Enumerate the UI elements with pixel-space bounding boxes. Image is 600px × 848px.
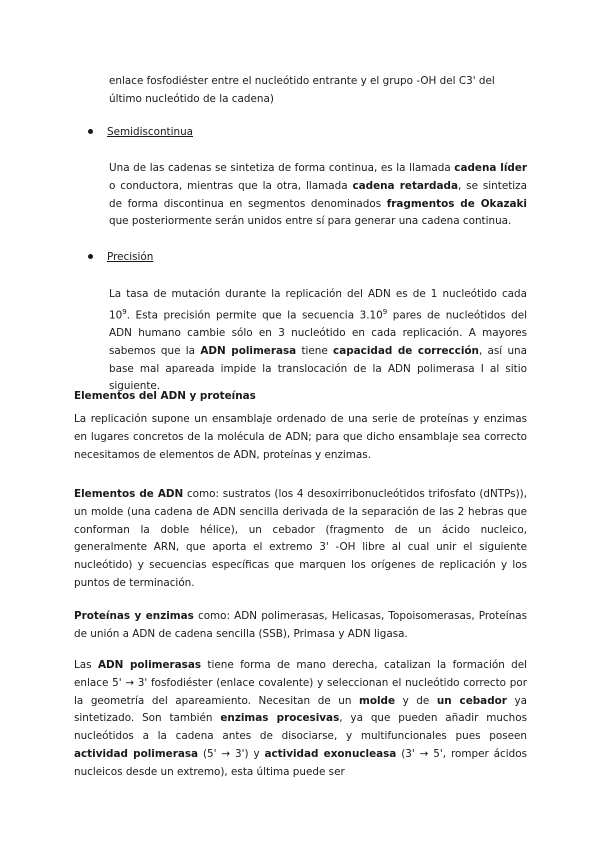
text-run: La tasa de mutación durante la replicación del ADN es de 1 nucleótido cada 10 — [109, 288, 527, 322]
bold-term: capacidad de corrección — [333, 344, 479, 357]
bullet-semidiscontinua — [88, 126, 193, 138]
proteinas-paragraph — [74, 608, 527, 644]
bullet-label: Semidiscontinua — [107, 126, 194, 138]
superscript: 9 — [382, 307, 388, 316]
bullet-label: Precisión — [107, 251, 154, 263]
text-run: tiene forma de mano derecha, catalizan la formación del enlace 5' → 3' fosfodiéster (enlace covalente) y seleccionan el nucleótido correcto por la geometría del apareamiento. Necesitan de un — [74, 659, 528, 707]
text-run: pares de nucleótidos del ADN humano cambie sólo en 3 nucleótido en cada replicación. A mayores sabemos que la — [109, 309, 527, 357]
text-run: Una de las cadenas se sintetiza de forma continua, es la llamada — [109, 162, 455, 174]
bold-term: actividad polimerasa — [74, 747, 199, 760]
text-run: (3' → 5', romper ácidos nucleicos desde un extremo), esta última puede ser — [74, 747, 527, 778]
section-heading: Elementos del ADN y proteínas — [74, 390, 256, 402]
bold-term: cadena líder — [454, 162, 527, 174]
text-run: , se sintetiza de forma discontinua en segmentos denominados — [109, 179, 527, 210]
text-run: Las — [74, 659, 98, 671]
text-run: que posteriormente serán unidos entre sí para generar una cadena continua. — [109, 215, 512, 228]
elementos-adn-paragraph — [74, 486, 527, 593]
intro-paragraph — [109, 73, 527, 109]
text-run: como: ADN polimerasas, Helicasas, Topoisomerasas, Proteínas de unión a ADN de cadena sencilla (SSB), Primasa y ADN ligasa. — [74, 610, 527, 640]
text-run: y de — [395, 694, 437, 707]
semidiscontinua-paragraph — [109, 160, 527, 231]
bold-term: fragmentos de Okazaki — [386, 197, 527, 210]
superscript: 9 — [122, 307, 127, 316]
bold-term: actividad exonucleasa — [264, 747, 397, 760]
bold-term: un cebador — [436, 694, 507, 707]
text-run: , ya que pueden añadir muchos nucleótidos a la cadena antes de disociarse, y multifuncionales pues poseen — [74, 712, 527, 743]
bullet-dot-icon — [88, 129, 93, 134]
text-run: (5' → 3') y — [198, 747, 265, 760]
bold-term: molde — [359, 694, 396, 707]
precision-paragraph — [109, 286, 527, 396]
elementos-paragraph: La replicación supone un ensamblaje ordenado de una serie de proteínas y enzimas en lugares concretos de la molécula de ADN; para que dicho ensamblaje sea correcto necesitamos de elementos de ADN, proteínas y enzimas. — [74, 413, 527, 461]
bold-term: Proteínas y enzimas — [74, 610, 194, 622]
bold-term: ADN polimerasas — [97, 659, 202, 671]
intro-line-1: enlace fosfodiéster entre el nucleótido entrante y el grupo -OH del C3' del — [109, 75, 495, 87]
polimerasas-paragraph — [74, 657, 527, 782]
bullet-precision — [88, 251, 153, 263]
bold-term: enzimas procesivas — [220, 712, 340, 725]
bold-term: Elementos de ADN — [74, 488, 184, 500]
text-run: . Esta precisión permite que la secuencia 3.10 — [126, 309, 383, 322]
text-run: , así una base mal apareada impide la translocación de la ADN polimerasa I al sitio siguiente. — [109, 344, 528, 393]
text-run: o conductora, mientras que la otra, llamada — [109, 179, 353, 192]
text-run: tiene — [296, 344, 334, 357]
text-run: ya sintetizado. Son también — [74, 694, 527, 725]
intro-line-2: último nucleótido de la cadena) — [109, 92, 274, 105]
text-run: como: sustratos (los 4 desoxirribonucleótidos trifosfato (dNTPs)), un molde (una cadena de ADN sencilla derivada de la separación de las 2 hebras que conforman la doble hélice), un cebador (fragmento de un ácido nucleico, generalmente ARN, que aporta el extremo 3' -OH libre al cual unir el siguiente nucleótido) y secuencias específicas que marquen los orígenes de replicación y los puntos de terminación. — [74, 488, 528, 589]
bold-term: ADN polimerasa — [200, 344, 297, 357]
bold-term: cadena retardada — [352, 179, 458, 192]
bullet-dot-icon — [88, 254, 93, 259]
